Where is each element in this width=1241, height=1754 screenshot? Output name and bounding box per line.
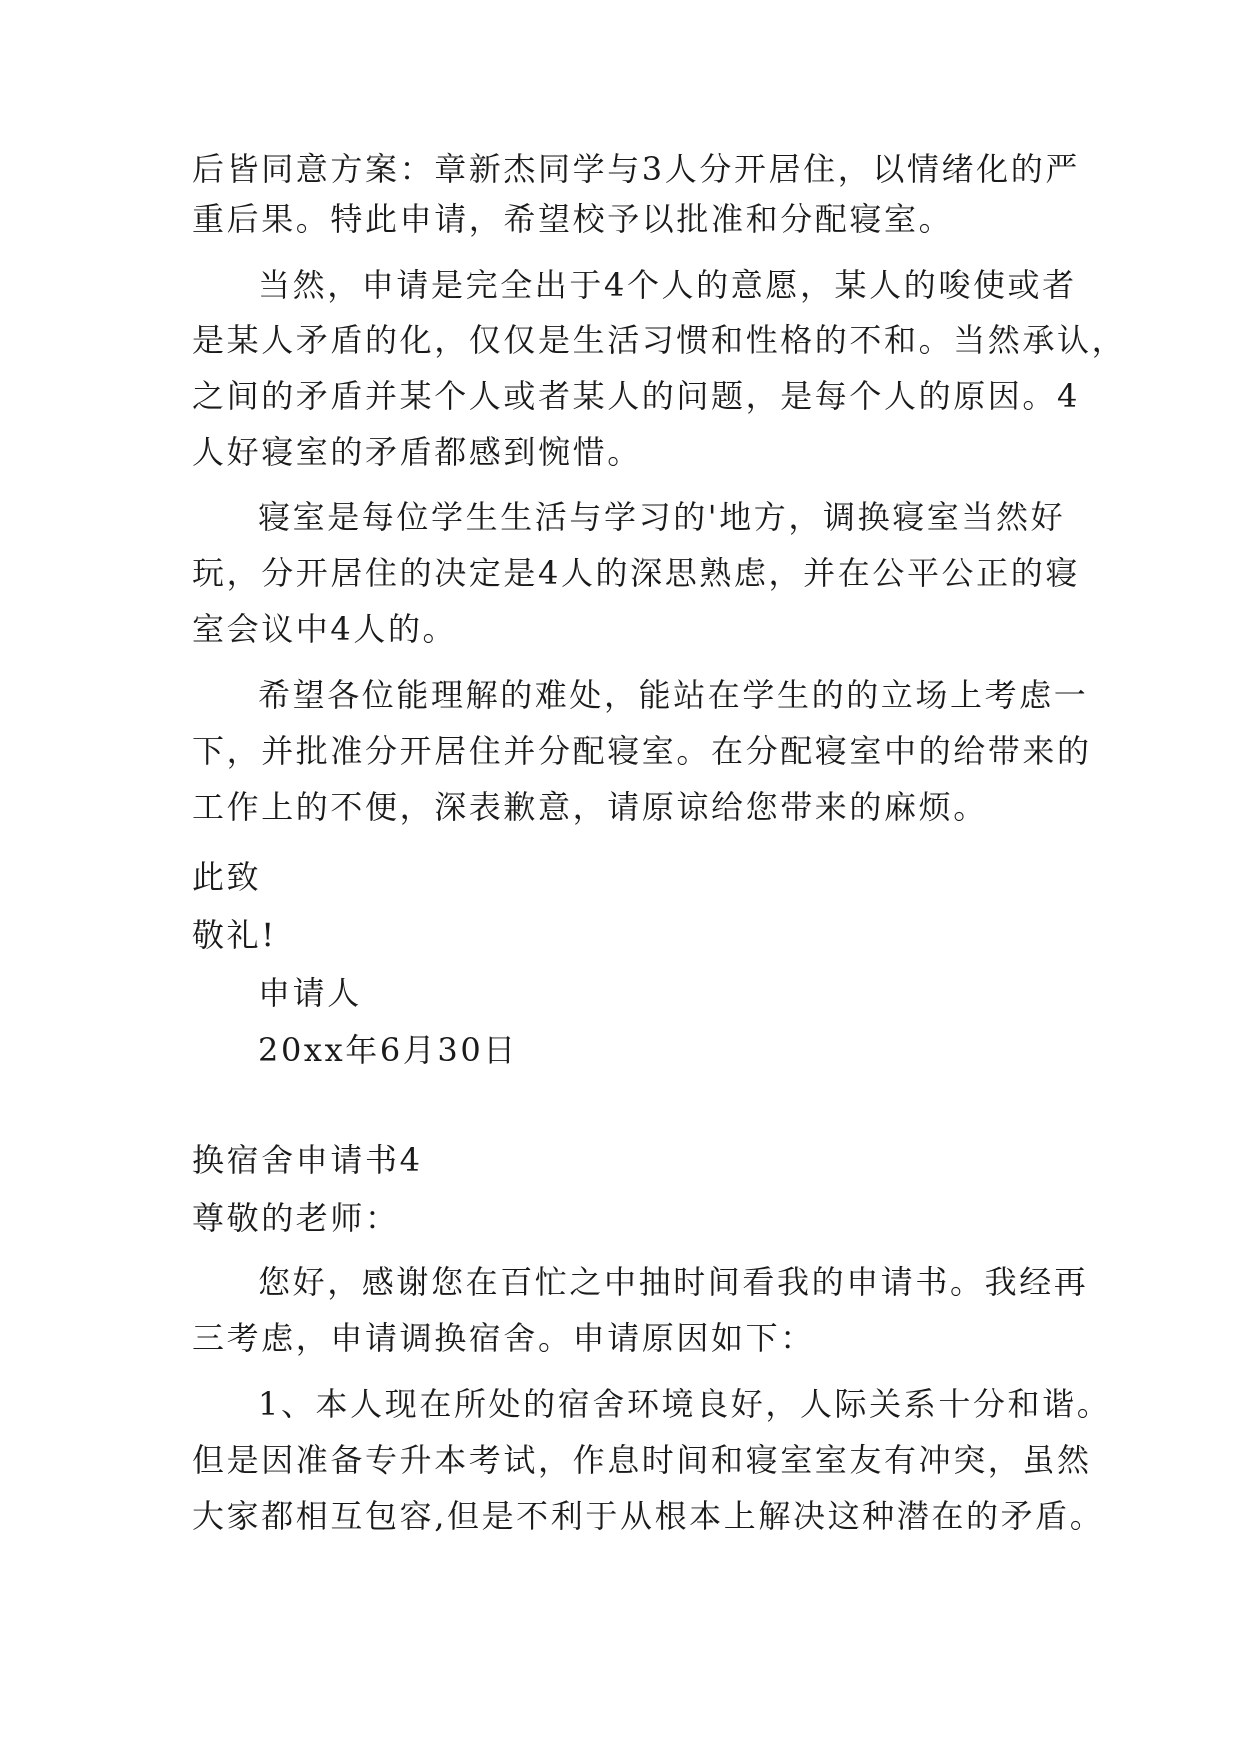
paragraph-line: 大家都相互包容,但是不利于从根本上解决这种潜在的矛盾。 xyxy=(192,1497,1105,1535)
paragraph-line: 三考虑，申请调换宿舍。申请原因如下： xyxy=(192,1319,815,1357)
paragraph-line: 1、本人现在所处的宿舍环境良好，人际关系十分和谐。 xyxy=(258,1385,1112,1423)
closing-regards: 敬礼! xyxy=(192,916,277,954)
paragraph-line: 是某人矛盾的化，仅仅是生活习惯和性格的不和。当然承认， xyxy=(192,321,1127,359)
signature-date: 20xx年6月30日 xyxy=(258,1031,518,1069)
paragraph-line: 下，并批准分开居住并分配寝室。在分配寝室中的给带来的 xyxy=(192,732,1092,770)
paragraph-line: 之间的矛盾并某个人或者某人的问题，是每个人的原因。4 xyxy=(192,377,1080,415)
section-title: 换宿舍申请书4 xyxy=(192,1141,423,1179)
paragraph-line: 您好，感谢您在百忙之中抽时间看我的申请书。我经再 xyxy=(258,1263,1089,1301)
paragraph-line: 希望各位能理解的难处，能站在学生的的立场上考虑一 xyxy=(258,676,1089,714)
paragraph-line: 当然，申请是完全出于4个人的意愿，某人的唆使或者 xyxy=(258,266,1077,304)
paragraph-line: 室会议中4人的。 xyxy=(192,610,458,648)
greeting: 尊敬的老师： xyxy=(192,1199,400,1237)
signature-applicant: 申请人 xyxy=(258,974,362,1012)
closing-salutation: 此致 xyxy=(192,858,262,896)
paragraph-line: 人好寝室的矛盾都感到惋惜。 xyxy=(192,433,642,471)
paragraph-line: 后皆同意方案：章新杰同学与3人分开居住，以情绪化的严 xyxy=(192,150,1080,188)
paragraph-line: 工作上的不便，深表歉意，请原谅给您带来的麻烦。 xyxy=(192,788,988,826)
paragraph-line: 寝室是每位学生生活与学习的'地方，调换寝室当然好 xyxy=(258,498,1066,536)
paragraph-line: 但是因准备专升本考试，作息时间和寝室室友有冲突，虽然 xyxy=(192,1441,1092,1479)
paragraph-line: 玩，分开居住的决定是4人的深思熟虑，并在公平公正的寝 xyxy=(192,554,1080,592)
paragraph-line: 重后果。特此申请，希望校予以批准和分配寝室。 xyxy=(192,200,954,238)
